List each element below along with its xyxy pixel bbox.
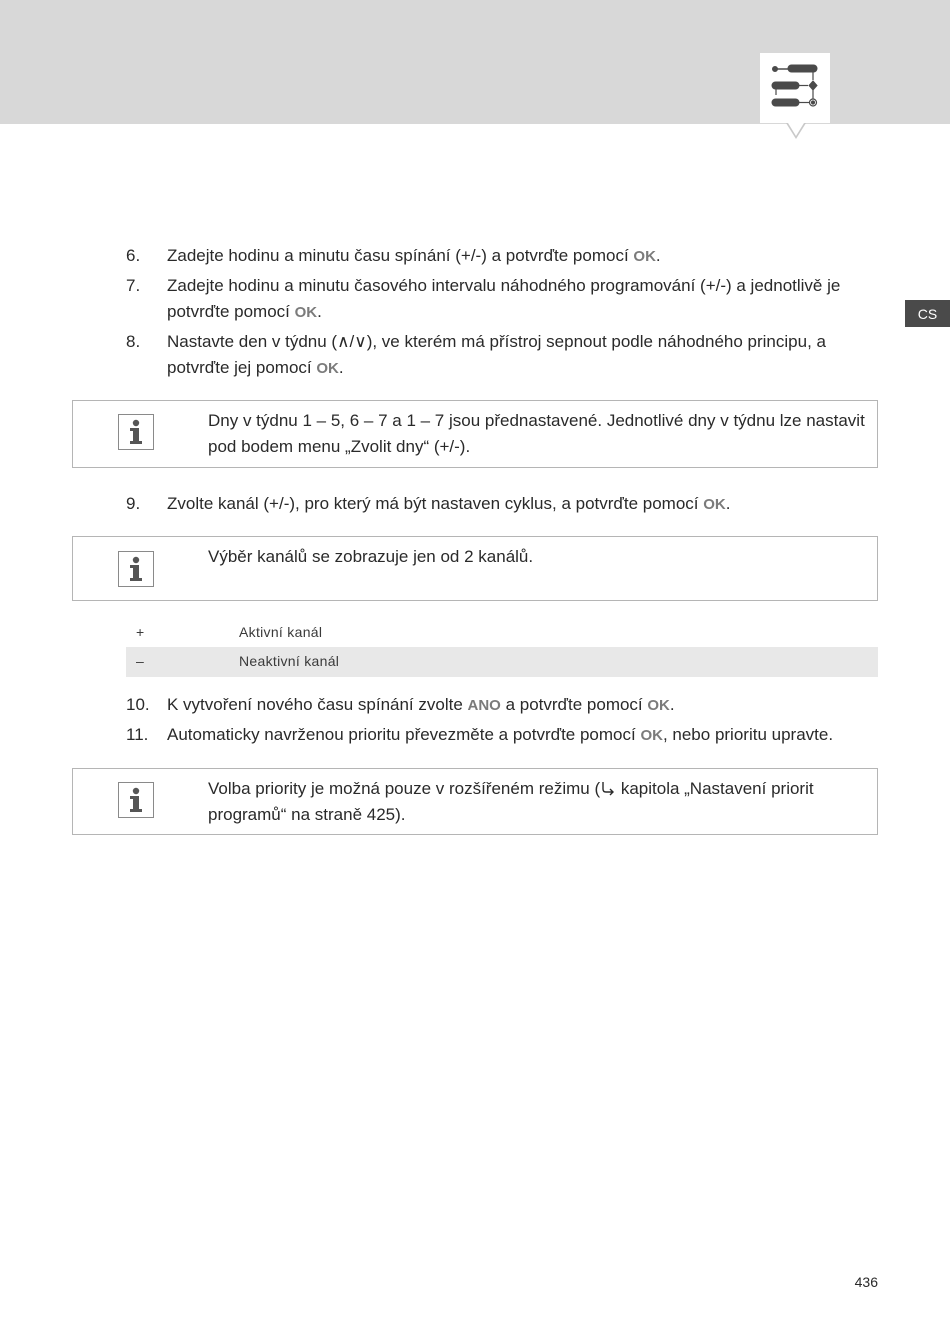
step-text: K vytvoření nového času spínání zvolte ANO a potvrďte pomocí OK. [167, 695, 675, 714]
note-text: Volba priority je možná pouze v rozšířeném režimu ( kapitola „Nastavení priorit programů“ na straně 425). [208, 779, 814, 824]
cross-reference-arrow-icon[interactable] [600, 780, 616, 796]
step-text: Zadejte hodinu a minutu časového intervalu náhodného programování (+/-) a jednotlivě je potvrďte pomocí OK. [167, 276, 841, 321]
page-number: 436 [854, 1274, 878, 1290]
step-number: 7. [126, 276, 141, 295]
step-10 [126, 692, 866, 719]
legend-label: Neaktivní kanál [239, 653, 340, 669]
info-note-channels [72, 536, 878, 601]
info-icon [118, 414, 154, 450]
step-number: 8. [126, 332, 141, 351]
step-number: 6. [126, 246, 141, 265]
legend-symbol: + [136, 624, 145, 640]
info-note-priority [72, 768, 878, 835]
step-text: Zvolte kanál (+/-), pro který má být nastaven cyklus, a potvrďte pomocí OK. [167, 494, 731, 513]
ano-keyword: ANO [467, 697, 501, 714]
header-pointer-inner [788, 123, 804, 136]
step-number: 11. [126, 725, 149, 744]
step-text: Zadejte hodinu a minutu času spínání (+/-) a potvrďte pomocí OK. [167, 246, 661, 265]
note-text: Dny v týdnu 1 – 5, 6 – 7 a 1 – 7 jsou přednastavené. Jednotlivé dny v týdnu lze nastavit pod bodem menu „Zvolit dny“ (+/-). [208, 411, 865, 456]
legend-row-active [126, 618, 878, 648]
legend-label: Aktivní kanál [239, 624, 323, 640]
language-tab[interactable]: CS [905, 300, 950, 327]
legend-row-inactive [126, 647, 878, 677]
step-6 [126, 243, 866, 270]
program-flow-icon [768, 63, 822, 113]
step-8 [126, 329, 866, 382]
legend-symbol: – [136, 653, 144, 669]
ok-keyword: OK [647, 697, 670, 714]
info-icon [118, 551, 154, 587]
info-note-days [72, 400, 878, 468]
ok-keyword: OK [703, 496, 726, 513]
step-9 [126, 491, 866, 518]
note-text: Výběr kanálů se zobrazuje jen od 2 kanálů. [208, 547, 534, 566]
ok-keyword: OK [640, 727, 663, 744]
step-7 [126, 273, 866, 326]
ok-keyword: OK [294, 304, 318, 321]
info-icon [118, 782, 154, 818]
step-11 [126, 722, 866, 749]
step-number: 9. [126, 494, 141, 513]
step-text: Automaticky navrženou prioritu převezměte a potvrďte pomocí OK, nebo prioritu upravte. [167, 725, 834, 744]
header-icon-tile [760, 53, 830, 123]
cross-reference-link[interactable]: kapitola „Nastavení priorit programů“ na straně 425). [208, 779, 814, 824]
ok-keyword: OK [633, 248, 656, 265]
step-text: Nastavte den v týdnu (∧/∨), ve kterém má přístroj sepnout podle náhodného principu, a potvrďte jej pomocí OK. [167, 332, 826, 377]
step-number: 10. [126, 695, 150, 714]
ok-keyword: OK [316, 360, 339, 377]
